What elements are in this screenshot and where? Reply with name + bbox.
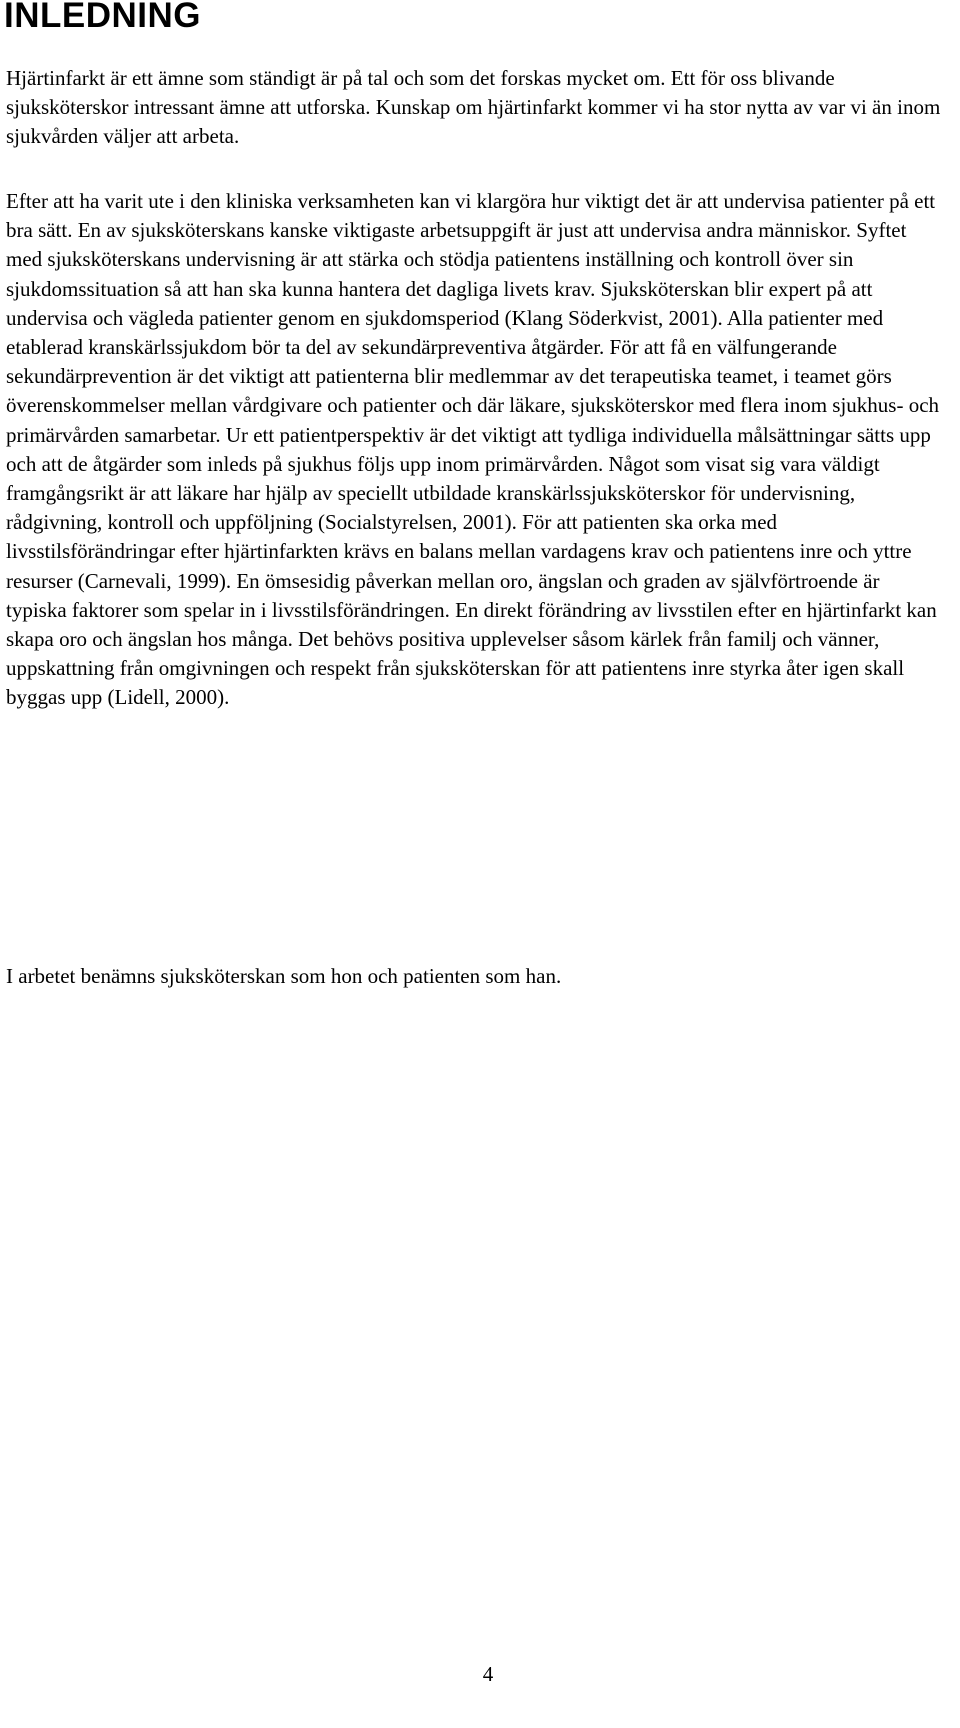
page-number: 4 <box>482 1662 494 1686</box>
main-paragraph: Efter att ha varit ute i den kliniska verksamheten kan vi klargöra hur viktigt det är att undervisa patienter på ett bra sätt. En av sjuksköterskans kanske viktigaste arbetsuppgift är just att undervisa andra människor. Syftet med sjuksköterskans undervisning är att stärka och stödja patientens inställning och kontroll över sin sjukdomssituation så att han ska kunna hantera det dagliga livets krav. Sjuksköterskan blir expert på att undervisa och vägleda patienter genom en sjukdomsperiod (Klang Söderkvist, 2001). Alla patienter med etablerad kranskärlssjukdom bör ta del av sekundärpreventiva åtgärder. För att få en välfungerande sekundärprevention är det viktigt att patienterna blir medlemmar av det terapeutiska teamet, i teamet görs överenskommelser mellan vårdgivare och patienter och där läkare, sjuksköterskor med flera inom sjukhus- och primärvården samarbetar. Ur ett patientperspektiv är det viktigt att tydliga individuella målsättningar sätts upp och att de åtgärder som inleds på sjukhus följs upp inom primärvården. Något som visat sig vara väldigt framgångsrikt är att läkare har hjälp av speciellt utbildade kranskärlssjuksköterskor för undervisning, rådgivning, kontroll och uppföljning (Socialstyrelsen, 2001). För att patienten ska orka med livsstilsförändringar efter hjärtinfarkten krävs en balans mellan vardagens krav och patientens inre och yttre resurser (Carnevali, 1999). En ömsesidig påverkan mellan oro, ängslan och graden av självförtroende är typiska faktorer som spelar in i livsstilsförändringen. En direkt förändring av livsstilen efter en hjärtinfarkt kan skapa oro och ängslan hos många. Det behövs positiva upplevelser såsom kärlek från familj och vänner, uppskattning från omgivningen och respekt från sjuksköterskan för att patientens inre styrka åter igen skall byggas upp (Lidell, 2000). <box>6 189 940 710</box>
closing-paragraph: I arbetet benämns sjuksköterskan som hon och patienten som han. <box>6 964 562 988</box>
page-number-footer <box>0 1661 960 1687</box>
section-heading: INLEDNING <box>4 0 201 35</box>
intro-paragraph: Hjärtinfarkt är ett ämne som ständigt är på tal och som det forskas mycket om. Ett för oss blivande sjuksköterskor intressant ämne att utforska. Kunskap om hjärtinfarkt kommer vi ha stor nytta av var vi än inom sjukvården väljer att arbeta. <box>6 66 941 149</box>
